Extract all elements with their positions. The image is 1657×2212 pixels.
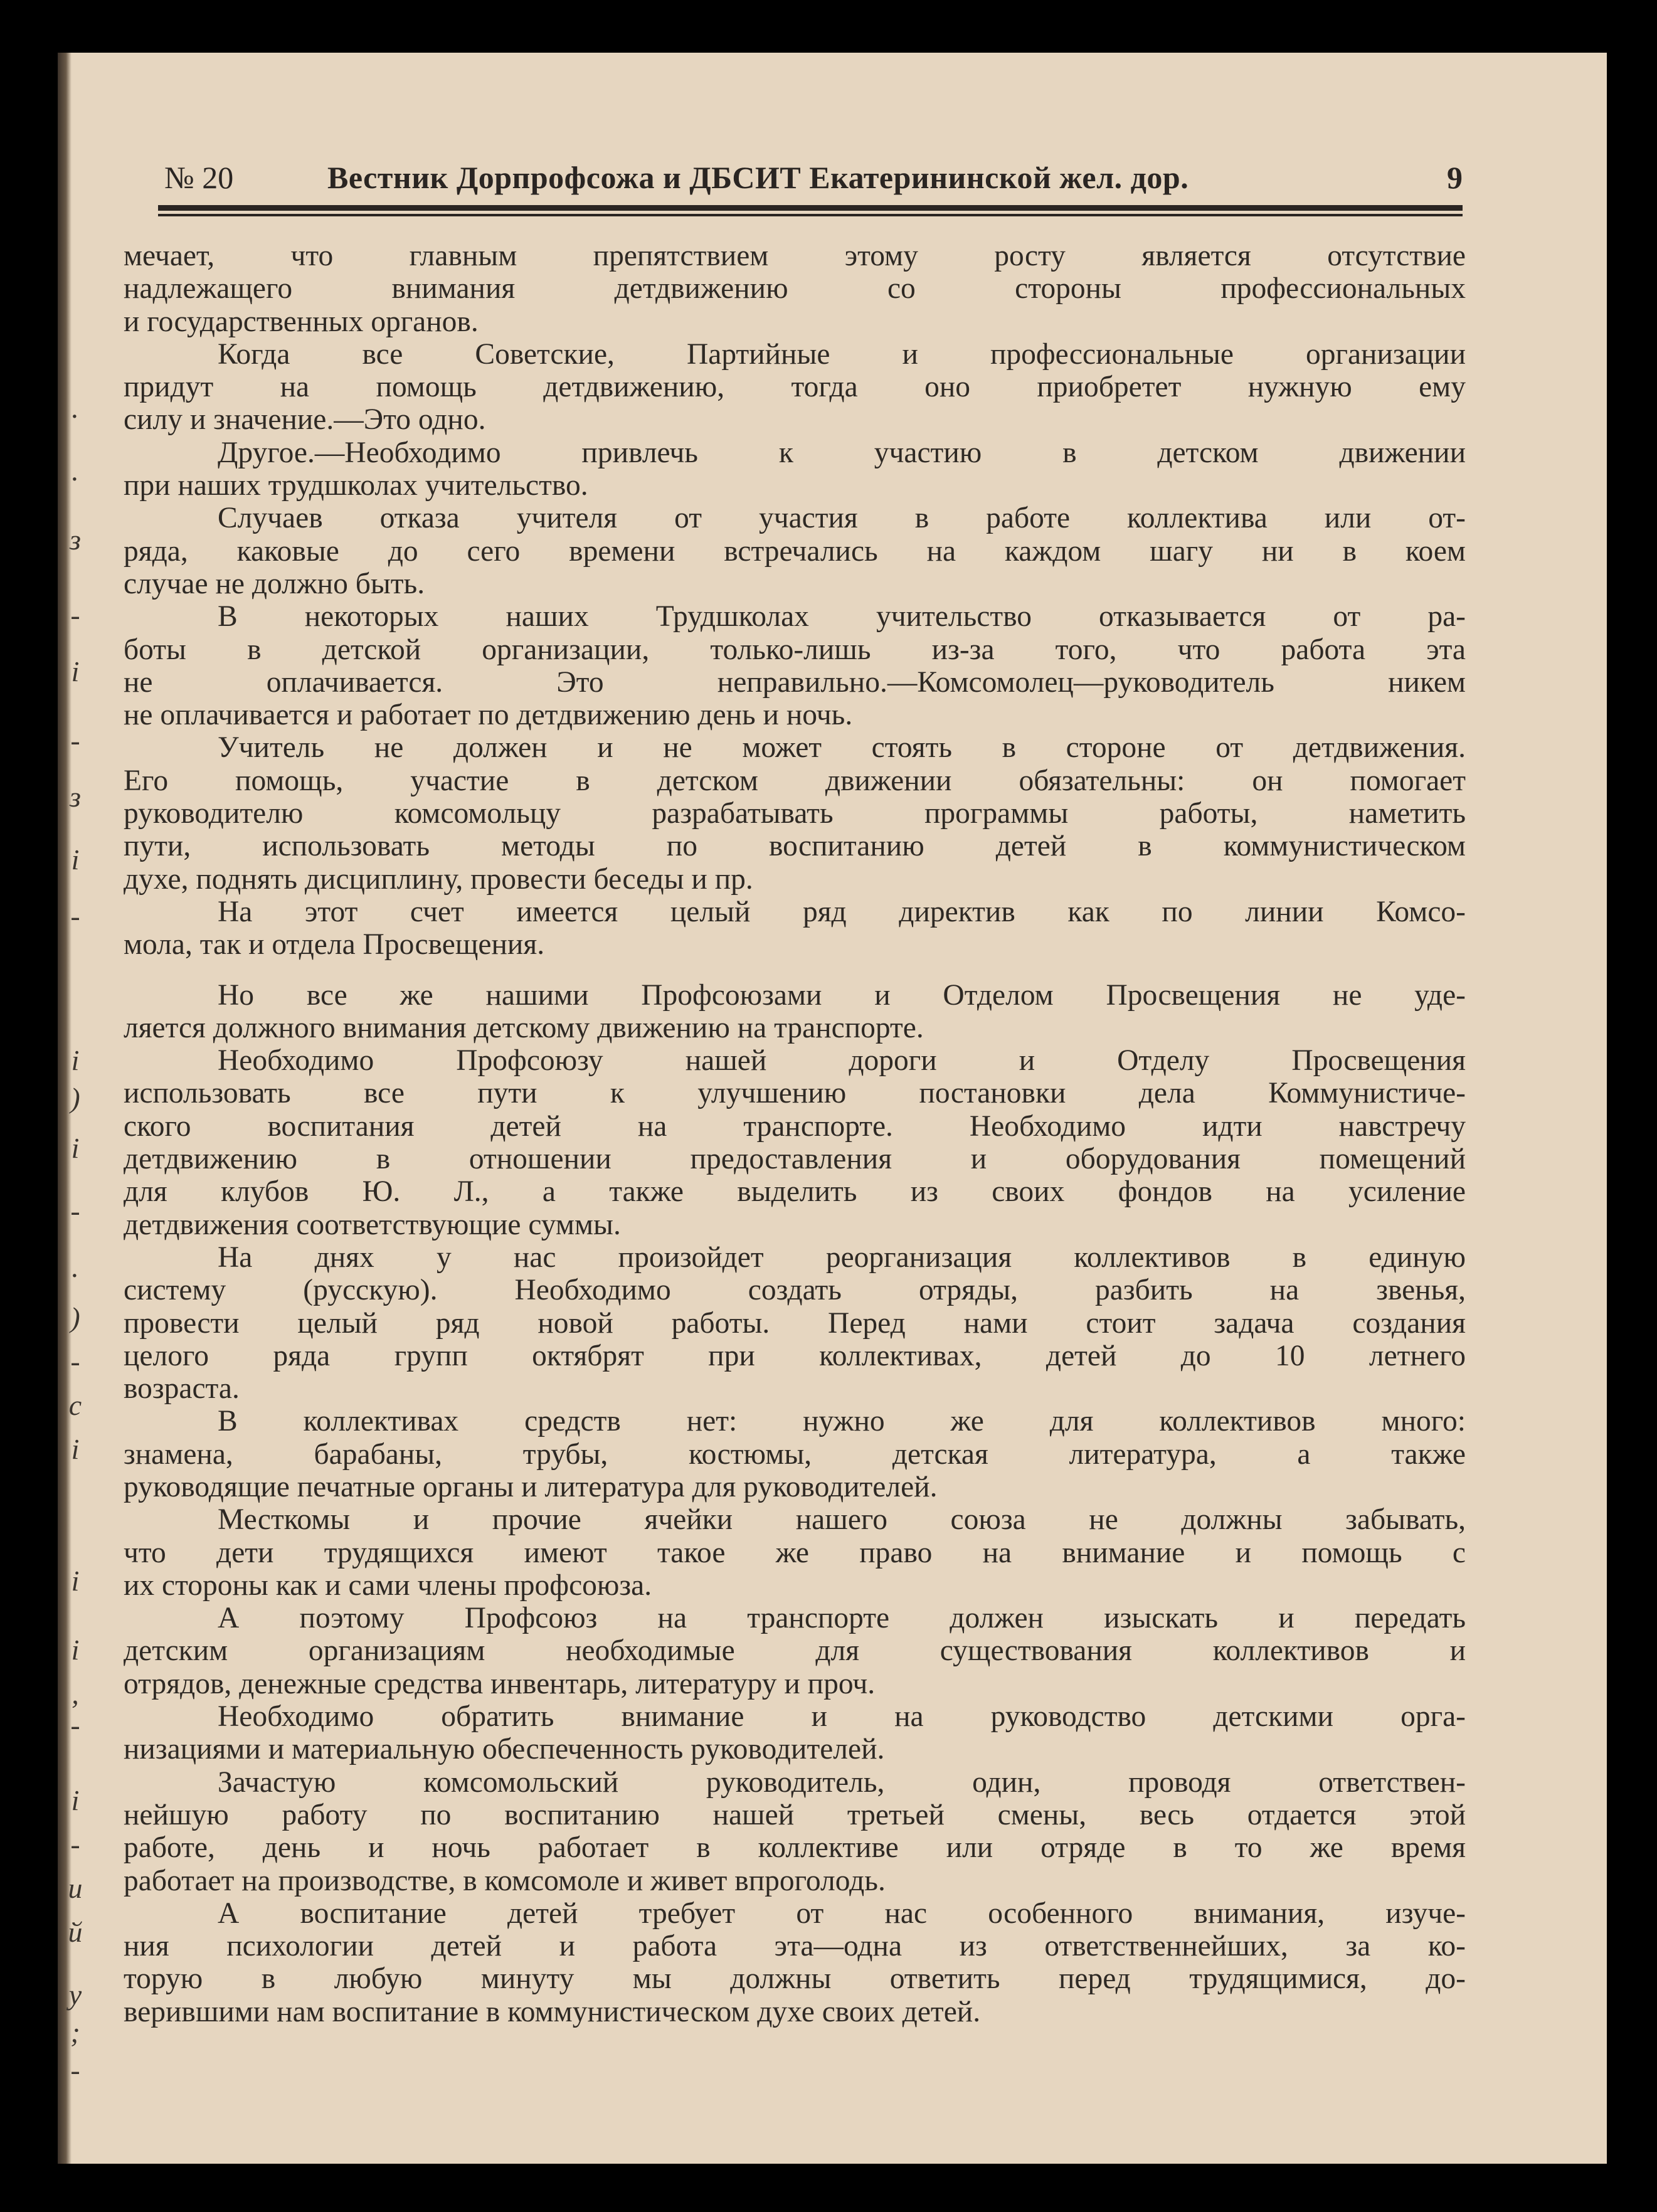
text-line: А поэтому Профсоюз на транспорте должен изыскать и передать <box>218 1602 1466 1635</box>
text-line: для клубов Ю. Л., а также выделить из своих фондов на усиление <box>124 1175 1466 1209</box>
text-line: Когда все Советские, Партийные и профессиональные организации <box>218 337 1466 371</box>
text-line: ского воспитания детей на транспорте. Необходимо идти навстречу <box>124 1109 1466 1143</box>
text-line: не оплачивается и работает по детдвижению день и ночь. <box>124 699 853 732</box>
margin-fragment: і <box>71 1784 80 1816</box>
text-line: случае не должно быть. <box>124 567 425 600</box>
text-line: Другое.—Необходимо привлечь к участию в детском движении <box>218 436 1466 469</box>
margin-fragment: - <box>70 1828 80 1860</box>
text-line: Его помощь, участие в детском движении обязательны: он помогает <box>124 764 1466 797</box>
margin-fragment: - <box>70 1345 80 1377</box>
text-line: ляется должного внимания детскому движению на транспорте. <box>124 1011 924 1044</box>
margin-fragment: - <box>70 900 80 932</box>
text-line: руководителю комсомольцу разрабатывать программы работы, наметить <box>124 797 1466 830</box>
page-number: 9 <box>1447 160 1463 195</box>
margin-fragment: , <box>71 1678 79 1710</box>
text-line: надлежащего внимания детдвижению со стороны профессиональных <box>124 272 1466 305</box>
text-line: работает на производстве, в комсомоле и живет впроголодь. <box>124 1864 886 1897</box>
header-rule-thin <box>158 214 1463 216</box>
margin-fragment: і <box>71 844 80 876</box>
text-line: систему (русскую). Необходимо создать отряды, разбить на звенья, <box>124 1274 1466 1307</box>
text-line: отрядов, денежные средства инвентарь, литературу и проч. <box>124 1667 876 1700</box>
text-line: На этот счет имеется целый ряд директив как по линии Комсо- <box>218 895 1466 928</box>
text-line: торую в любую минуту мы должны ответить перед трудящимися, до- <box>124 1962 1466 1996</box>
text-line: Учитель не должен и не может стоять в стороне от детдвижения. <box>218 731 1466 765</box>
text-line: использовать все пути к улучшению постановки дела Коммунистиче- <box>124 1077 1466 1110</box>
margin-fragment: - <box>70 2054 80 2086</box>
text-line: целого ряда групп октябрят при коллективах, детей до 10 летнего <box>124 1339 1466 1372</box>
text-line: руководящие печатные органы и литература для руководителей. <box>124 1470 938 1503</box>
margin-fragment: . <box>71 392 79 424</box>
newspaper-page <box>58 53 1607 2164</box>
text-line: знамена, барабаны, трубы, костюмы, детская литература, а также <box>124 1437 1466 1471</box>
text-line: провести целый ряд новой работы. Перед нами стоит задача создания <box>124 1306 1466 1340</box>
margin-fragment: ; <box>70 2016 80 2048</box>
text-line: возраста. <box>124 1372 240 1405</box>
text-line: работе, день и ночь работает в коллективе или отряде в то же время <box>124 1831 1466 1865</box>
margin-fragment: і <box>71 1565 80 1597</box>
text-line: Необходимо Профсоюзу нашей дороги и Отделу Просвещения <box>218 1044 1466 1077</box>
text-line: что дети трудящихся имеют такое же право на внимание и помощь с <box>124 1536 1466 1569</box>
text-line: Зачастую комсомольский руководитель, один, проводя ответствен- <box>218 1765 1466 1799</box>
left-margin-fragments <box>63 53 88 2164</box>
text-line: не оплачивается. Это неправильно.—Комсомолец—руководитель никем <box>124 665 1466 699</box>
text-line: и государственных органов. <box>124 305 479 338</box>
margin-fragment: і <box>71 1132 80 1164</box>
text-line: ряда, каковые до сего времени встречались на каждом шагу ни в коем <box>124 534 1466 568</box>
margin-fragment: з <box>70 781 81 813</box>
text-line: детдвижению в отношении предоставления и оборудования помещений <box>124 1143 1466 1176</box>
page-header <box>164 159 1463 196</box>
margin-fragment: і <box>71 1044 80 1076</box>
margin-fragment: - <box>70 1195 80 1227</box>
text-line: Необходимо обратить внимание и на руководство детскими орга- <box>218 1700 1466 1733</box>
text-line: Месткомы и прочие ячейки нашего союза не должны забывать, <box>218 1503 1466 1537</box>
text-line: верившими нам воспитание в коммунистическом духе своих детей. <box>124 1995 981 2028</box>
text-line: нейшую работу по воспитанию нашей третьей смены, весь отдается этой <box>124 1798 1466 1831</box>
text-line: детдвижения соответствующие суммы. <box>124 1208 621 1241</box>
text-line: мечает, что главным препятствием этому росту является отсутствие <box>124 240 1466 272</box>
text-line: В некоторых наших Трудшколах учительство отказывается от ра- <box>218 600 1466 633</box>
margin-fragment: . <box>71 455 79 487</box>
journal-title: Вестник Дорпрофсожа и ДБСИТ Екатерининской жел. дор. <box>327 160 1189 195</box>
text-line: мола, так и отдела Просвещения. <box>124 928 545 961</box>
margin-fragment: - <box>70 599 80 631</box>
text-line: пути, использовать методы по воспитанию детей в коммунистическом <box>124 830 1466 863</box>
margin-fragment: з <box>70 524 81 556</box>
text-line: детским организациям необходимые для существования коллективов и <box>124 1634 1466 1668</box>
text-line: Случаев отказа учителя от участия в работе коллектива или от- <box>218 502 1466 535</box>
text-line: духе, поднять дисциплину, провести беседы и пр. <box>124 862 753 896</box>
margin-fragment: і <box>71 655 80 687</box>
text-line: при наших трудшколах учительство. <box>124 469 588 502</box>
margin-fragment: . <box>71 1251 79 1283</box>
margin-fragment: й <box>68 1916 83 1948</box>
article-body <box>124 240 1466 2028</box>
text-line: В коллективах средств нет: нужно же для коллективов много: <box>218 1405 1466 1438</box>
header-rule-thick <box>158 205 1463 211</box>
margin-fragment: - <box>70 1709 80 1741</box>
text-line: ния психологии детей и работа эта—одна из ответственнейших, за ко- <box>124 1930 1466 1963</box>
margin-fragment: - <box>70 724 80 756</box>
text-line: придут на помощь детдвижению, тогда оно приобретет нужную ему <box>124 371 1466 404</box>
margin-fragment: и <box>68 1872 83 1904</box>
text-line: силу и значение.—Это одно. <box>124 403 486 437</box>
margin-fragment: і <box>71 1634 80 1666</box>
margin-fragment: с <box>68 1389 82 1421</box>
text-line: их стороны как и сами члены профсоюза. <box>124 1569 652 1602</box>
text-line: низациями и материальную обеспеченность руководителей. <box>124 1733 885 1766</box>
text-line: На днях у нас произойдет реорганизация коллективов в единую <box>218 1241 1466 1274</box>
margin-fragment: ) <box>70 1082 80 1114</box>
margin-fragment: ) <box>70 1301 80 1333</box>
text-line: боты в детской организации, только-лишь из-за того, что работа эта <box>124 633 1466 666</box>
margin-fragment: і <box>71 1433 80 1465</box>
text-line: А воспитание детей требует от нас особенного внимания, изуче- <box>218 1897 1466 1930</box>
text-line: Но все же нашими Профсоюзами и Отделом Просвещения не уде- <box>218 978 1466 1012</box>
margin-fragment: у <box>68 1979 82 2011</box>
issue-number: № 20 <box>164 160 234 195</box>
